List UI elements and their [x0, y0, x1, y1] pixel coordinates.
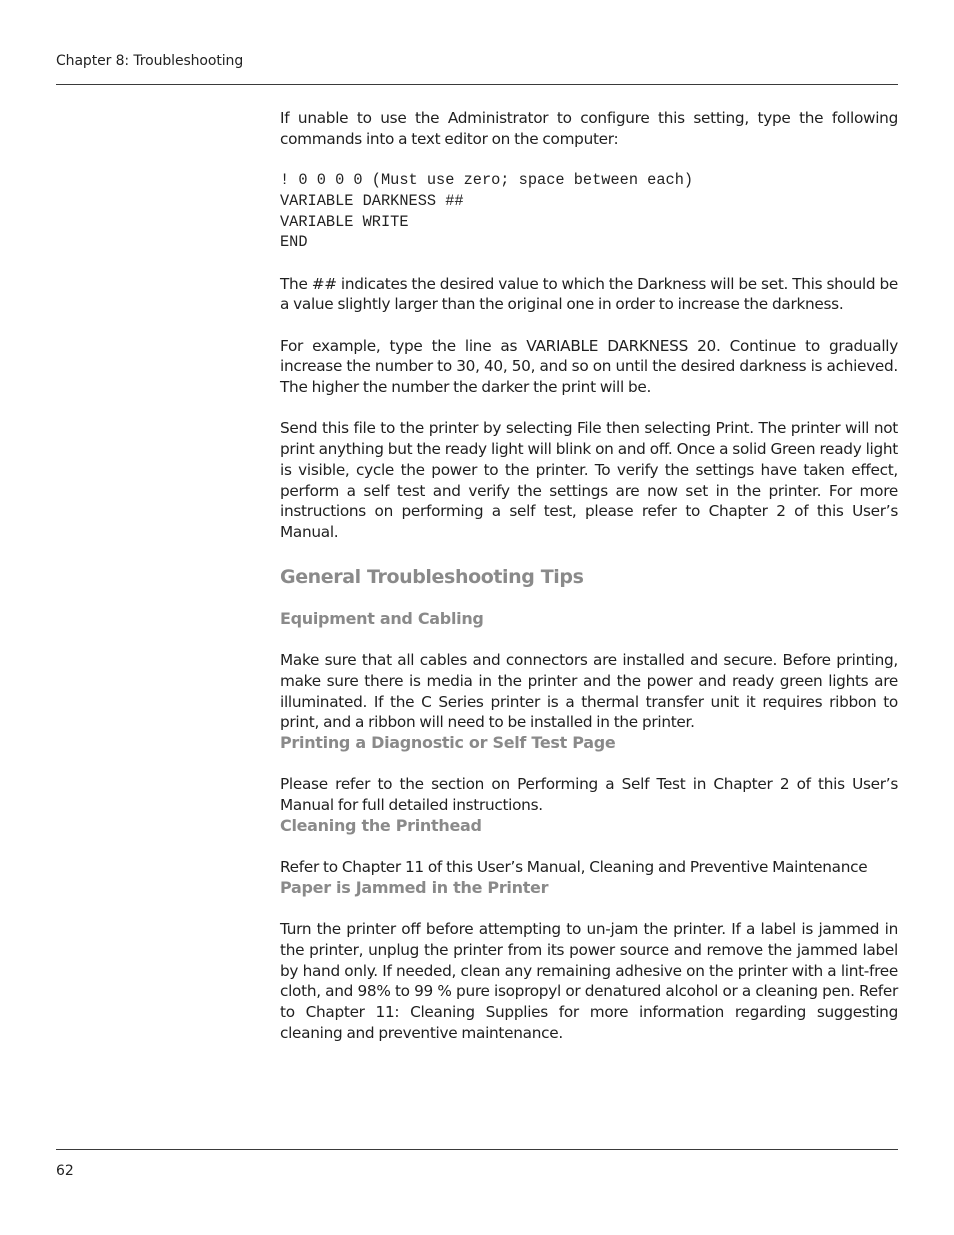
jammed-paragraph: Turn the printer off before attempting to un-jam the printer. If a label is jammed in the printer, unplug the printer from its power source and remove the jammed label by hand only. If needed, clean any remaining adhesive on the printer with a lint-free cloth, and 98% to 99 % pure isopropyl or denatured alcohol or a cleaning pen. Refer to Chapter 11: Cleaning Supplies for more information regarding suggesting cleaning and preventive maintenance. — [280, 920, 898, 1042]
code-line: END — [280, 233, 308, 252]
code-line: VARIABLE WRITE — [280, 212, 409, 231]
darkness-value-paragraph: The ## indicates the desired value to which the Darkness will be set. This should be a value slightly larger than the original one in order to increase the darkness. — [280, 274, 898, 314]
intro-paragraph: If unable to use the Administrator to configure this setting, type the following commands into a text editor on the computer: — [280, 109, 898, 148]
code-line: VARIABLE DARKNESS ## — [280, 191, 464, 210]
subsection-heading-jammed: Paper is Jammed in the Printer — [280, 877, 549, 897]
printhead-paragraph: Refer to Chapter 11 of this User’s Manual, Cleaning and Preventive Maintenance — [280, 858, 868, 877]
equipment-paragraph: Make sure that all cables and connectors are installed and secure. Before printing, make sure there is media in the printer and the power and ready green lights are illuminated. If the C Series printer is a thermal transfer unit it requires ribbon to print, and a ribbon will need to be installed in the printer. — [280, 651, 898, 732]
diagnostic-paragraph: Please refer to the section on Performing a Self Test in Chapter 2 of this User’s Manual for full detailed instructions. — [280, 775, 898, 814]
send-file-paragraph: Send this file to the printer by selecting File then selecting Print. The printer will not print anything but the ready light will blink on and off. Once a solid Green ready light is visible, cycle the power to the printer. To verify the settings have taken effect, perform a self test and verify the settings are now set in the printer. For more instructions on performing a self test, please refer to Chapter 2 of this User’s Manual. — [280, 419, 898, 541]
subsection-heading-printhead: Cleaning the Printhead — [280, 815, 482, 835]
code-line: ! 0 0 0 0 (Must use zero; space between each) — [280, 171, 694, 190]
footer-rule — [56, 1149, 898, 1150]
running-head: Chapter 8: Troubleshooting — [56, 53, 244, 69]
header-rule — [56, 84, 898, 85]
code-block — [280, 170, 898, 253]
page-number: 62 — [56, 1163, 74, 1179]
subsection-heading-equipment: Equipment and Cabling — [280, 608, 484, 628]
section-title: General Troubleshooting Tips — [280, 565, 584, 588]
example-paragraph: For example, type the line as VARIABLE DARKNESS 20. Continue to gradually increase the number to 30, 40, 50, and so on until the desired darkness is achieved. The higher the number the darker the print will be. — [280, 336, 898, 397]
page-content — [280, 108, 898, 1043]
subsection-heading-diagnostic: Printing a Diagnostic or Self Test Page — [280, 732, 616, 752]
